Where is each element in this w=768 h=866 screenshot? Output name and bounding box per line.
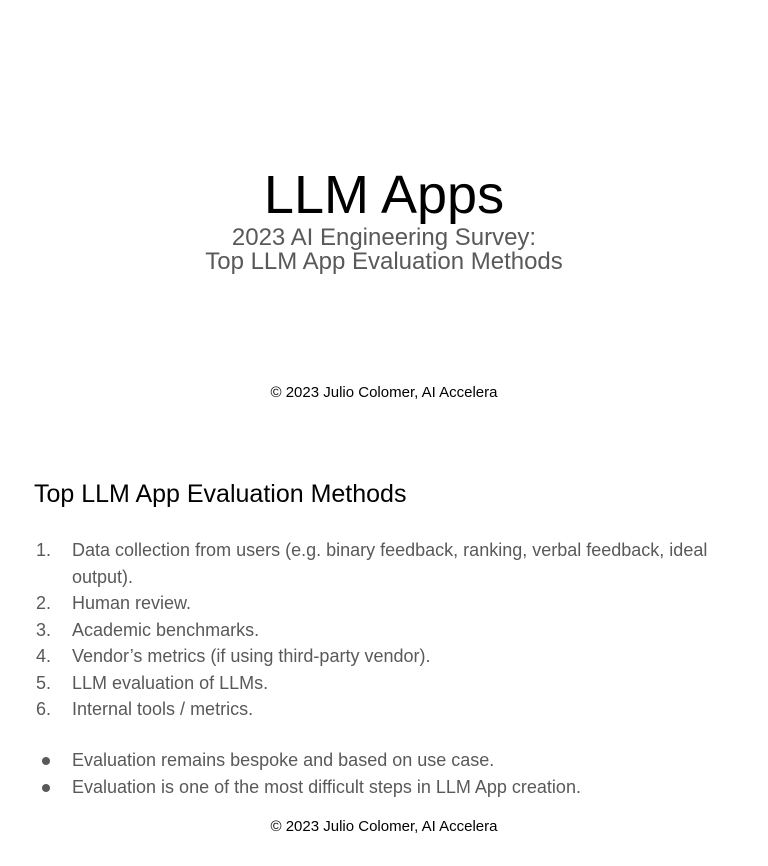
bullet-dot-icon [42, 757, 50, 765]
copyright-footer: © 2023 Julio Colomer, AI Accelera [270, 818, 498, 835]
list-item-text: Vendor’s metrics (if using third-party vendor). [72, 646, 431, 666]
content-slide [0, 432, 768, 866]
list-item [34, 643, 724, 670]
list-item-number: 4. [36, 646, 52, 666]
list-item [34, 696, 724, 723]
bullet-text: Evaluation is one of the most difficult steps in LLM App creation. [72, 777, 581, 797]
list-item-number: 6. [36, 699, 52, 719]
bullet-item [34, 774, 724, 801]
bullet-dot-icon [42, 784, 50, 792]
slide-subtitle [0, 226, 768, 274]
bullet-item [34, 747, 724, 774]
list-item-text: Academic benchmarks. [72, 619, 260, 640]
subtitle-line-1: 2023 AI Engineering Survey: [231, 224, 537, 251]
slide-title: LLM Apps [263, 165, 505, 225]
list-item-number: 2. [36, 593, 52, 613]
copyright-footer: © 2023 Julio Colomer, AI Accelera [270, 384, 498, 401]
list-item-text: Data collection from users (e.g. binary feedback, ranking, verbal feedback, ideal output). [72, 540, 708, 587]
subtitle-line-2: Top LLM App Evaluation Methods [205, 248, 563, 275]
bullet-text: Evaluation remains bespoke and based on use case. [72, 750, 495, 770]
title-slide [0, 0, 768, 432]
list-item [34, 670, 724, 697]
list-item-number: 1. [36, 540, 52, 560]
evaluation-methods-list [34, 537, 724, 723]
list-item-text: Human review. [72, 593, 192, 613]
list-item-number: 5. [36, 672, 52, 693]
list-item-number: 3. [36, 619, 52, 640]
conclusions-list [34, 747, 724, 801]
list-item-text: LLM evaluation of LLMs. [72, 672, 269, 693]
list-item [34, 617, 724, 644]
list-item [34, 537, 724, 590]
list-item-text: Internal tools / metrics. [72, 699, 254, 719]
slide-heading: Top LLM App Evaluation Methods [34, 480, 407, 508]
list-item [34, 590, 724, 617]
